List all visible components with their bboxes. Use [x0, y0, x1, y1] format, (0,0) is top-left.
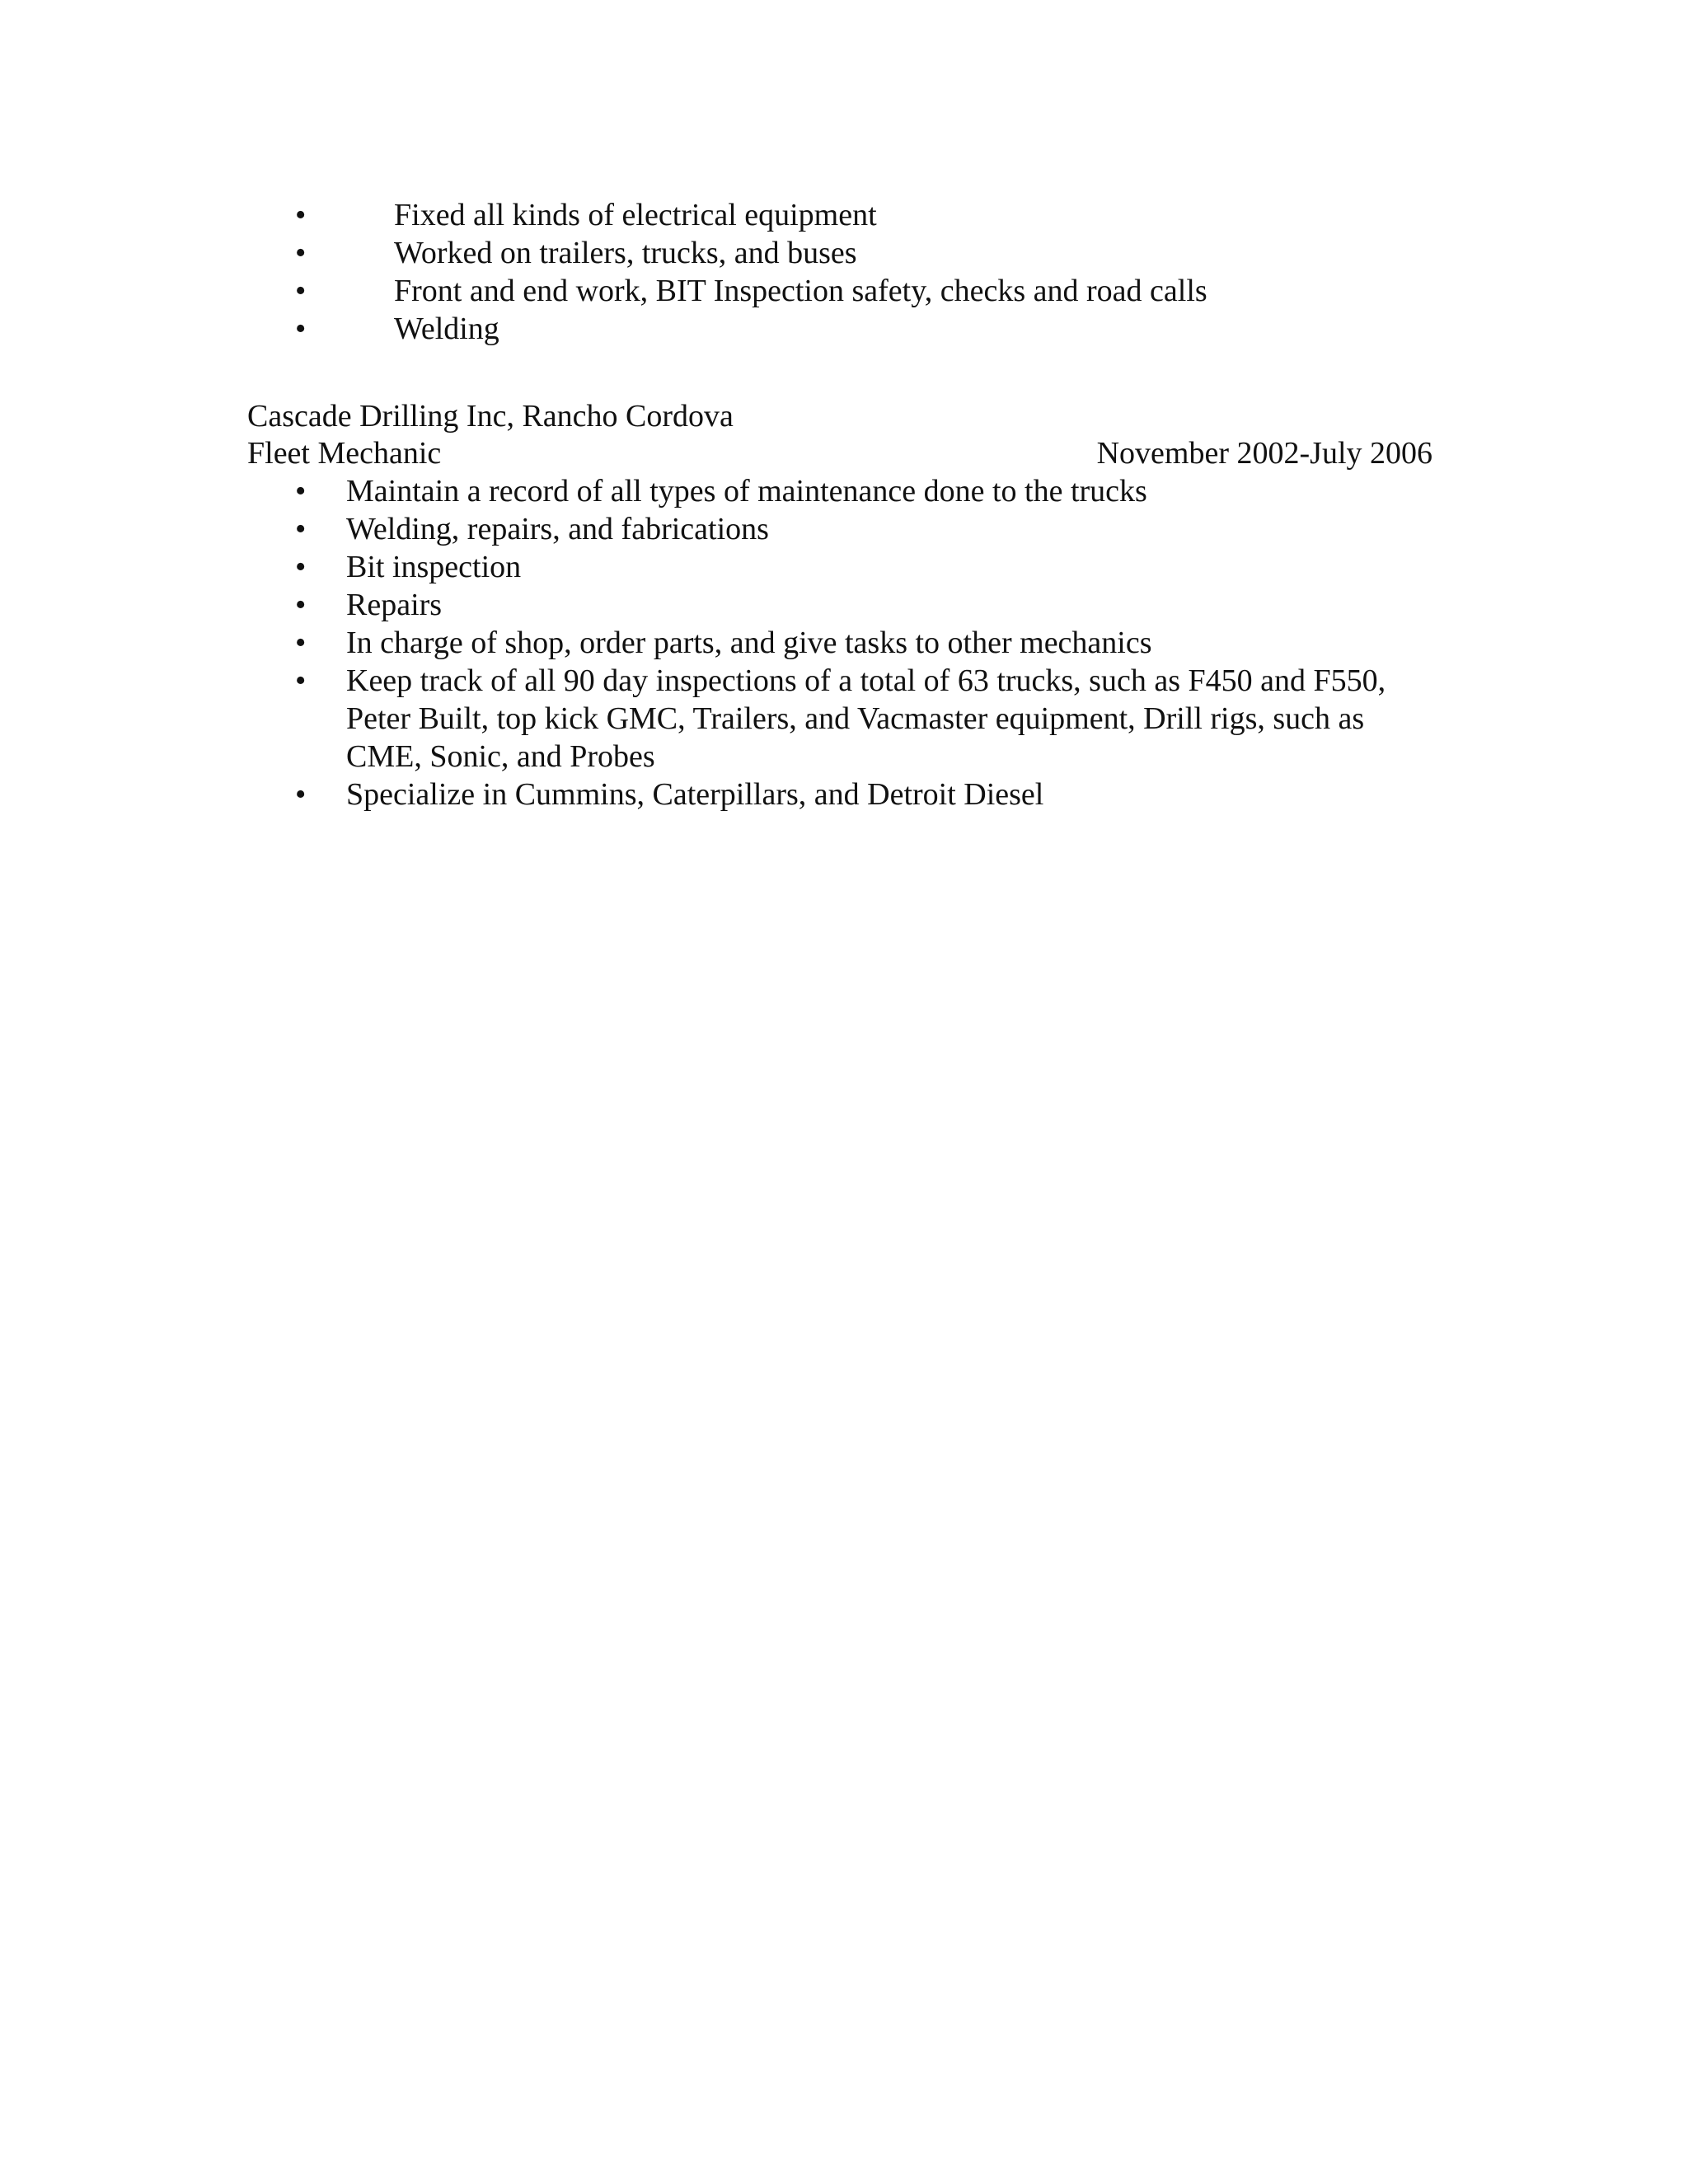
bullet-icon: • [295, 550, 307, 584]
list-item-text: Keep track of all 90 day inspections of a total of 63 trucks, such as F450 and F550, Peter Built, top kick GMC, Trailers, and Vacmaster equipment, Drill rigs, such as CME, Sonic, and Probes [346, 663, 1386, 774]
list-item [295, 662, 1441, 776]
list-item [295, 472, 1441, 510]
list-item [295, 548, 1441, 586]
bullet-icon: • [295, 512, 307, 546]
list-item-text: Bit inspection [346, 550, 522, 584]
bullet-icon: • [295, 626, 307, 660]
list-item-text: In charge of shop, order parts, and give tasks to other mechanics [346, 626, 1152, 660]
list-item [295, 196, 1630, 234]
list-item-text: Specialize in Cummins, Caterpillars, and Detroit Diesel [346, 777, 1044, 812]
job-company: Cascade Drilling Inc, Rancho Cordova [247, 399, 734, 434]
list-item-text: Fixed all kinds of electrical equipment [394, 198, 877, 232]
list-item [295, 776, 1441, 813]
job-title: Fleet Mechanic [247, 436, 442, 471]
bullet-icon: • [295, 274, 307, 308]
bullet-icon: • [295, 312, 307, 346]
job-dates: November 2002-July 2006 [1096, 436, 1432, 471]
list-item [295, 510, 1441, 548]
list-item [295, 234, 1630, 272]
job-header-row [247, 434, 1432, 472]
bullet-icon: • [295, 198, 307, 232]
list-item [295, 272, 1630, 310]
job-duties-list [295, 472, 1441, 813]
bullet-icon: • [295, 777, 307, 812]
list-item-text: Worked on trailers, trucks, and buses [394, 236, 857, 270]
list-item [295, 624, 1441, 662]
previous-duties-list [295, 196, 1630, 348]
bullet-icon: • [295, 588, 307, 622]
list-item-text: Front and end work, BIT Inspection safety, checks and road calls [394, 274, 1207, 308]
bullet-icon: • [295, 236, 307, 270]
list-item-text: Welding, repairs, and fabrications [346, 512, 769, 546]
list-item-text: Welding [394, 312, 499, 346]
list-item [295, 310, 1630, 348]
bullet-icon: • [295, 663, 307, 698]
list-item [295, 586, 1441, 624]
bullet-icon: • [295, 474, 307, 509]
list-item-text: Repairs [346, 588, 443, 622]
list-item-text: Maintain a record of all types of maintenance done to the trucks [346, 474, 1147, 509]
